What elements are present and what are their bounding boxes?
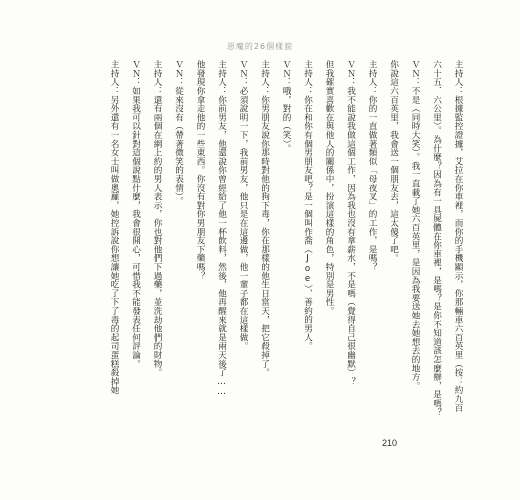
paragraph: 你說這六百英里，我會送一個朋友去，這太傻了吧。 [388, 60, 399, 263]
vertical-text-body [109, 60, 468, 418]
paragraph: 主持人：你男朋友說你那時對他的狗下毒，你在那樣的他生日當天，把它殺掉了。 [259, 60, 270, 377]
paragraph: ＶＮ：必須說明一下，我前男友，他只是在這邊做，他一輩子都在這樣做。 [238, 60, 248, 351]
running-header: 惡魔的26個樣貌 [226, 42, 294, 51]
paragraph: 主持人：你在和你有個男朋友吧？是一個叫作喬（Joe）、善約的男人。 [302, 60, 313, 351]
page-number: 210 [382, 438, 398, 448]
paragraph: ＶＮ：不是（同時大笑）。我一直載了她六百英里，是因為我要送她去她想去的地方。 [410, 60, 420, 391]
paragraph: 主持人：根據監控證據，艾拉在你車裡，而你的手機顯示，你那輛車六百英里（按：約九百六十五．六公里）。為什麼？因為有一具屍體在你車裡，是嗎？是你不知道該怎麼辦，是嗎？ [431, 60, 463, 417]
paragraph: 主持人：你前男友，他還說你曾經給了他一杯飲料，然後，他再醒來就是兩天後了…… [216, 60, 227, 398]
paragraph: ＶＮ：哦，對的（笑）。 [281, 60, 291, 153]
paragraph: 但我確實喜歡在與他人的關係中，扮演這樣的角色，特別是男性。 [324, 60, 334, 316]
paragraph: 他發現你拿走他的一些東西。你沒有對你男朋友下藥嗎？ [195, 60, 205, 280]
paragraph: ＶＮ：我不能說我做這個工作，因為我也沒有拿薪水，不是嗎（覺得自己很幽默）？ [345, 60, 356, 386]
paragraph: 主持人：另外還有一名女士叫做奧蘿，她控訴說你想讓她吃了下了毒的起司蛋糕殺掉她 [109, 60, 119, 395]
paragraph: ＶＮ：從來沒有（帶著微笑的表情）。 [173, 60, 184, 206]
paragraph: 主持人：你的一直做著類似「母夜叉」的工作，是嗎？ [367, 60, 377, 272]
paragraph: ＶＮ：如果我可以針對這個說點什麼，我會很開心，可惜我不能發表任何評論。 [130, 60, 141, 368]
paragraph: 主持人：還有兩個在網上約的男人表示，你也對他們下過藥，並洗劫他們的財物。 [152, 60, 162, 377]
